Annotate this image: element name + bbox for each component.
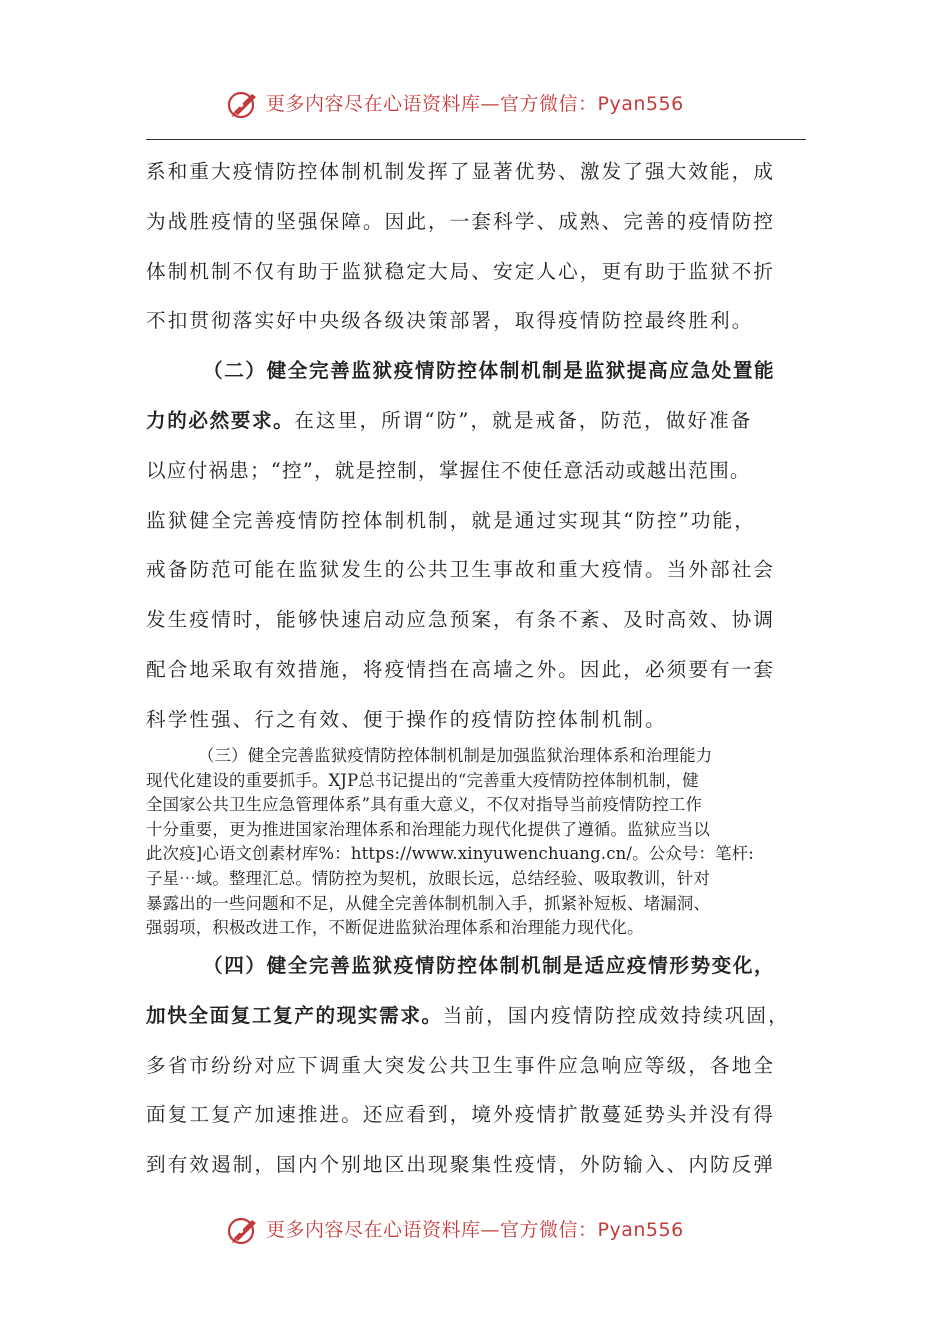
p1-line-3: 体制机制不仅有助于监狱稳定大局、安定人心，更有助于监狱不折 <box>146 259 776 283</box>
p3-line-4: 十分重要，更为推进国家治理体系和治理能力现代化提供了遵循。监狱应当以 <box>146 819 711 839</box>
p4-heading <box>146 946 806 996</box>
p2-line-4: 监狱健全完善疫情防控体制机制，就是通过实现其“防控”功能， <box>146 508 756 532</box>
p3-line-2: 现代化建设的重要抓手。XJP总书记提出的“完善重大疫情防控体制机制，健 <box>146 770 699 790</box>
p2-heading <box>146 351 806 401</box>
p2-line-2 <box>146 401 806 451</box>
footer-banner <box>0 1210 950 1250</box>
p4-line-2 <box>146 996 806 1046</box>
footer-banner-label: 更多内容尽在心语资料库—官方微信： <box>266 1219 598 1241</box>
p2-line-6: 发生疫情时，能够快速启动应急预案，有条不紊、及时高效、协调 <box>146 608 776 632</box>
p2-line-8: 科学性强、行之有效、便于操作的疫情防控体制机制。 <box>146 707 667 731</box>
p3-line-8: 强弱项，积极改进工作，不断促进监狱治理体系和治理能力现代化。 <box>146 918 644 938</box>
p3-line-6: 子星⋯域。整理汇总。情防控为契机，放眼长远，总结经验、吸取教训，针对 <box>146 868 711 888</box>
p1-line-1: 系和重大疫情防控体制机制发挥了显著优势、激发了强大效能，成 <box>146 160 776 183</box>
p2-line-5: 戒备防范可能在监狱发生的公共卫生事故和重大疫情。当外部社会 <box>146 558 776 582</box>
p4-line-4: 面复工复产加速推进。还应看到，境外疫情扩散蔓延势头并没有得 <box>146 1103 776 1127</box>
pen-logo-icon <box>226 88 260 120</box>
p2-line-7: 配合地采取有效措施，将疫情挡在高墙之外。因此，必须要有一套 <box>146 657 776 681</box>
footer-banner-wechat-id: Pyan556 <box>597 1219 684 1241</box>
p2-line-2-text: 在这里，所谓“防”，就是戒备，防范，做好准备 <box>294 408 753 432</box>
p3-line-1: （三）健全完善监狱疫情防控体制机制是加强监狱治理体系和治理能力 <box>198 746 713 765</box>
p3-line-5: 此次疫]心语文创素材库%：https://www.xinyuwenchuang.cn/。公众号：笔杆: <box>146 844 754 864</box>
p1-line-2: 为战胜疫情的坚强保障。因此，一套科学、成熟、完善的疫情防控 <box>146 209 776 233</box>
header-banner <box>0 84 950 124</box>
p4-heading-line-1: （四）健全完善监狱疫情防控体制机制是适应疫情形势变化， <box>203 954 776 977</box>
document-body <box>146 152 806 750</box>
small-paragraph-3 <box>146 744 806 941</box>
p2-heading-line-2: 力的必然要求。 <box>146 408 295 432</box>
pen-logo-icon <box>226 1214 260 1246</box>
p4-line-5: 到有效遏制，国内个别地区出现聚集性疫情，外防输入、内防反弹 <box>146 1153 776 1177</box>
p3-line-3: 全国家公共卫生应急管理体系”具有重大意义，不仅对指导当前疫情防控工作 <box>146 795 703 815</box>
header-divider <box>146 139 806 140</box>
banner-wechat-id: Pyan556 <box>597 93 684 115</box>
banner-text <box>266 90 684 118</box>
p3-line-7: 暴露出的一些问题和不足，从健全完善体制机制入手，抓紧补短板、堵漏洞、 <box>146 893 711 913</box>
p4-line-3: 多省市纷纷对应下调重大突发公共卫生事件应急响应等级，各地全 <box>146 1053 776 1077</box>
p1-line-4: 不扣贯彻落实好中央级各级决策部署，取得疫情防控最终胜利。 <box>146 309 754 333</box>
footer-banner-text <box>266 1216 684 1244</box>
p4-line-2-text: 当前，国内疫情防控成效持续巩固， <box>442 1003 790 1027</box>
p2-line-3: 以应付祸患；“控”，就是控制，掌握住不使任意活动或越出范围。 <box>146 458 751 482</box>
p2-heading-line-1: （二）健全完善监狱疫情防控体制机制是监狱提高应急处置能 <box>203 359 776 383</box>
paragraph-4 <box>146 946 806 1195</box>
banner-label: 更多内容尽在心语资料库—官方微信： <box>266 93 598 115</box>
p4-heading-line-2: 加快全面复工复产的现实需求。 <box>146 1003 443 1027</box>
